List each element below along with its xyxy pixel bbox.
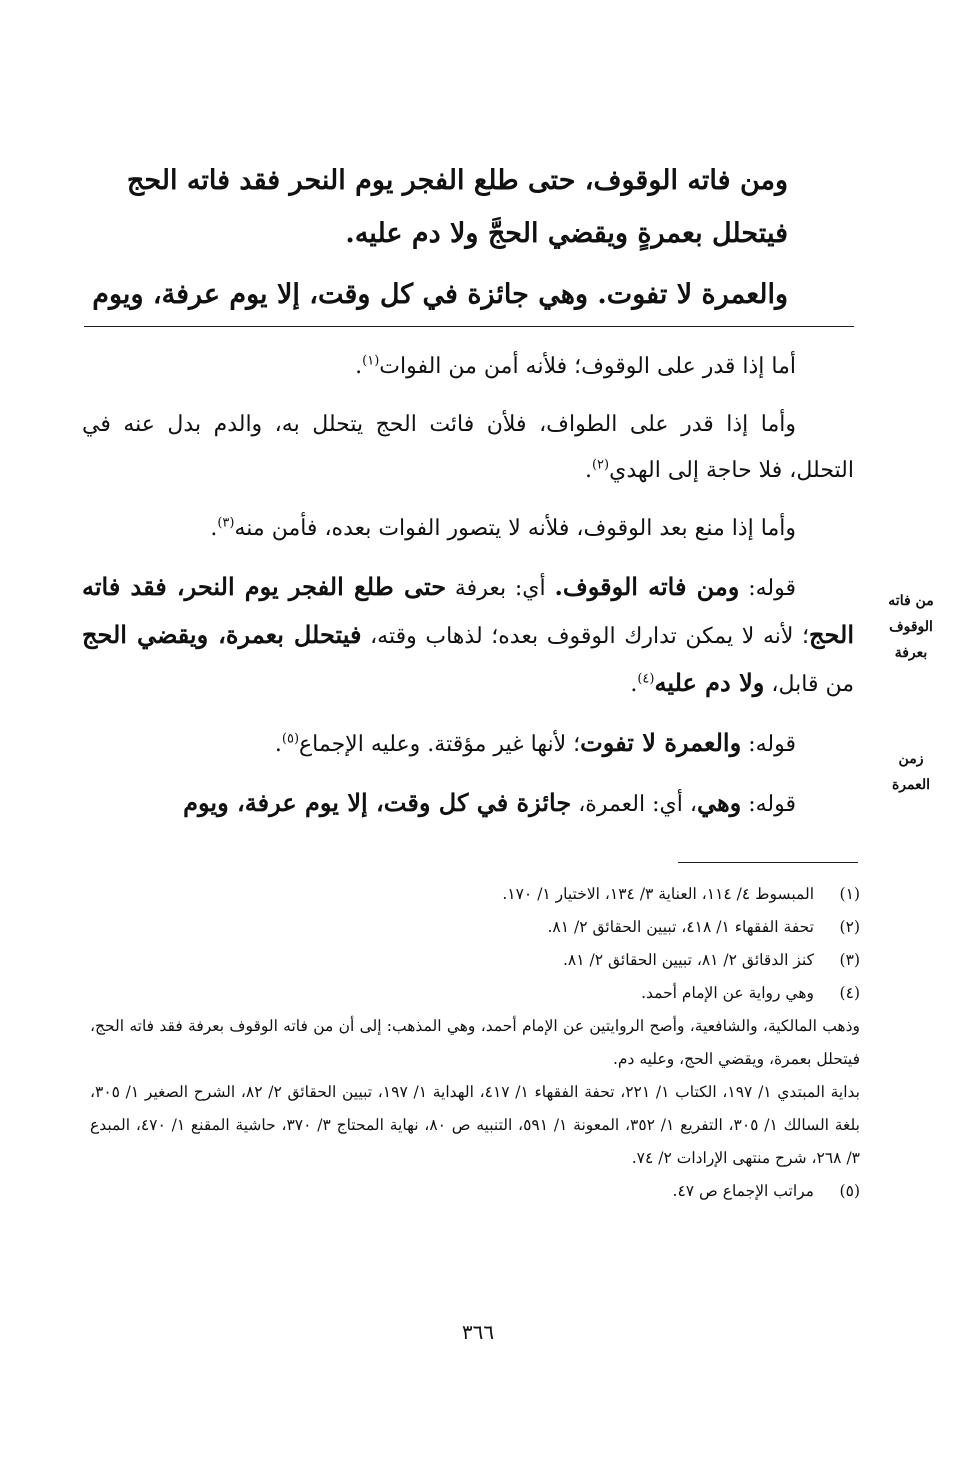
paragraph-text: أما إذا قدر على الوقوف؛ فلأنه أمن من الفوات — [379, 354, 796, 379]
main-text-line: فيتحلل بعمرةٍ ويقضي الحجَّ ولا دم عليه. — [345, 218, 788, 249]
main-text-line: والعمرة لا تفوت. وهي جائزة في كل وقت، إلا يوم عرفة، ويوم — [92, 279, 788, 310]
margin-heading-wuquf — [876, 588, 946, 666]
commentary-paragraph — [82, 402, 854, 494]
quote-marker: قوله: — [741, 792, 796, 817]
footnote — [90, 911, 860, 944]
footnote-number: (٤) — [839, 984, 860, 1002]
margin-heading-line: بعرفة — [894, 645, 928, 661]
footnote-ref: (١) — [362, 353, 380, 369]
footnote-text: المبسوط ٤/ ١١٤، العناية ٣/ ١٣٤، الاختيار ١/ ١٧٠. — [502, 885, 814, 903]
commentary — [82, 344, 854, 840]
margin-heading-line: الوقوف — [889, 619, 933, 635]
quoted-text: حتى طلع الفجر يوم النحر، فقد فاته الحج — [82, 572, 854, 649]
footnote — [90, 977, 860, 1010]
margin-heading-umrah — [876, 746, 946, 798]
footnote-ref: (٣) — [217, 515, 235, 531]
punctuation: . — [630, 672, 638, 697]
footnote-number: (١) — [839, 885, 860, 903]
paragraph-text: ؛ لأنها غير مؤقتة. وعليه الإجماع — [299, 732, 581, 757]
commentary-paragraph — [82, 344, 854, 390]
footnote-number: (٥) — [839, 1182, 860, 1200]
punctuation: . — [584, 458, 592, 483]
paragraph-text: أي: بعرفة — [446, 576, 555, 601]
paragraph-text: من قابل، — [764, 672, 854, 697]
main-text-line: ومن فاته الوقوف، حتى طلع الفجر يوم النحر فقد فاته الحج — [126, 165, 788, 196]
footnote-number: (٣) — [839, 951, 860, 969]
footnotes — [90, 878, 860, 1208]
paragraph-text: ، أي: العمرة، — [571, 792, 697, 817]
quoted-text: فيتحلل بعمرة، ويقضي الحج — [82, 620, 362, 649]
punctuation: . — [274, 732, 282, 757]
footnote-separator — [678, 862, 858, 863]
footnote — [90, 878, 860, 911]
footnote-ref: (٢) — [591, 457, 610, 473]
quoted-text: وهي — [696, 788, 742, 817]
margin-heading-line: من فاته — [888, 593, 934, 609]
commentary-paragraph — [82, 780, 854, 828]
punctuation: . — [210, 516, 218, 541]
quoted-text: جائزة في كل وقت، إلا يوم عرفة، ويوم — [183, 788, 572, 817]
paragraph-text: وأما إذا منع بعد الوقوف، فلأنه لا يتصور الفوات بعده، فأمن منه — [234, 516, 796, 541]
quote-marker: قوله: — [741, 732, 796, 757]
footnote-text: مراتب الإجماع ص ٤٧. — [672, 1182, 814, 1200]
quoted-text: والعمرة لا تفوت — [580, 728, 742, 757]
footnote-text: تحفة الفقهاء ١/ ٤١٨، تبيين الحقائق ٢/ ٨١. — [547, 918, 814, 936]
footnote-text: وهي رواية عن الإمام أحمد. — [641, 984, 814, 1002]
footnote-text: كنز الدقائق ٢/ ٨١، تبيين الحقائق ٢/ ٨١. — [562, 951, 814, 969]
margin-heading-line: العمرة — [891, 777, 931, 793]
footnote-text: وذهب المالكية، والشافعية، وأصح الروايتين عن الإمام أحمد، وهي المذهب: إلى أن من فاته الوقوف بعرفة فقد فاته الحج، فيتحلل بعمرة، ويقضي الحج، وعليه دم. — [90, 1017, 860, 1068]
page-number: ٣٦٦ — [461, 1320, 495, 1344]
footnote — [90, 1175, 860, 1208]
main-text — [82, 154, 788, 329]
footnote-text: بداية المبتدي ١/ ١٩٧، الكتاب ١/ ٢٢١، تحفة الفقهاء ١/ ٤١٧، الهداية ١/ ١٩٧، تبيين الحقائق ٢/ ٨٢، الشرح الصغير ١/ ٣٠٥، بلغة السالك ١/ ٣٠٥، التفريع ١/ ٣٥٢، المعونة ١/ ٥٩١، التنبيه ص ٨٠، نهاية المحتاج ٣/ ٣٧٠، حاشية المقنع ١/ ٤٧٠، المبدع ٣/ ٢٦٨، شرح منتهى الإرادات ٢/ ٧٤. — [90, 1083, 860, 1167]
commentary-paragraph — [82, 720, 854, 768]
footnote-ref: (٥) — [281, 731, 300, 747]
quoted-text: ولا دم عليه — [654, 668, 765, 697]
paragraph-text: وأما إذا قدر على الطواف، فلأن فائت الحج يتحلل به، والدم بدل عنه في التحلل، فلا حاجة إلى الهدي — [82, 412, 854, 483]
margin-heading-line: زمن — [898, 751, 924, 767]
footnote-ref: (٤) — [637, 671, 655, 687]
punctuation: . — [355, 354, 363, 379]
separator-line — [84, 326, 854, 327]
paragraph-text: ؛ لأنه لا يمكن تدارك الوقوف بعده؛ لذهاب وقته، — [361, 624, 810, 649]
footnote — [90, 944, 860, 977]
commentary-paragraph — [82, 506, 854, 552]
quote-marker: قوله: — [739, 576, 796, 601]
footnote-number: (٢) — [839, 918, 860, 936]
quoted-text: ومن فاته الوقوف. — [554, 572, 740, 601]
commentary-paragraph — [82, 564, 854, 708]
